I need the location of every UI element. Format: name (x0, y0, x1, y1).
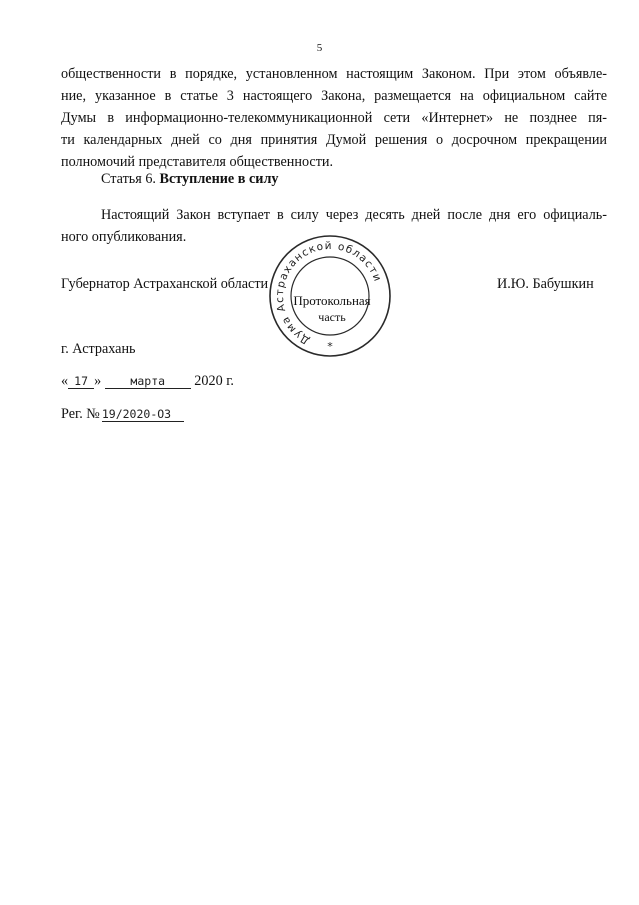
registration-value: 19/2020-ОЗ (102, 407, 184, 422)
page-number: 5 (316, 42, 323, 54)
official-stamp (267, 233, 393, 359)
stamp-star: * (327, 340, 333, 353)
article-heading (101, 171, 279, 188)
date-open-quote: « (61, 373, 69, 389)
date-month: марта (105, 374, 191, 389)
registration-label: Рег. № (61, 406, 100, 422)
signing-date (61, 373, 234, 390)
text-line: общественности в порядке, установленном настоящим Законом. При этом объявле- (61, 66, 607, 82)
stamp-center-line-1: Протокольная (293, 293, 371, 308)
text-line: Думы в информационно-телекоммуникационной сети «Интернет» не позднее пя- (61, 110, 607, 126)
date-day: 17 (68, 374, 94, 389)
text-line: Настоящий Закон вступает в силу через десять дней после дня его официаль- (101, 207, 607, 223)
paragraph-1 (61, 63, 607, 173)
stamp-center-line-2: часть (318, 310, 346, 324)
date-close-quote: » (94, 373, 102, 389)
text-line: полномочий представителя общественности. (61, 154, 334, 170)
text-line: ти календарных дней со дня принятия Думой решения о досрочном прекращении (61, 132, 607, 148)
text-line: ние, указанное в статье 3 настоящего Закона, размещается на официальном сайте (61, 88, 607, 104)
date-year: 2020 г. (194, 373, 234, 389)
signatory-name: И.Ю. Бабушкин (497, 276, 594, 292)
stamp-ring-text: Дума Астраханской области (273, 239, 384, 347)
registration-number (61, 406, 184, 423)
city: г. Астрахань (61, 341, 136, 357)
article-number: Статья 6. (101, 171, 156, 187)
signatory-position: Губернатор Астраханской области (61, 276, 269, 292)
article-title: Вступление в силу (159, 171, 279, 187)
text-line: ного опубликования. (61, 229, 187, 245)
